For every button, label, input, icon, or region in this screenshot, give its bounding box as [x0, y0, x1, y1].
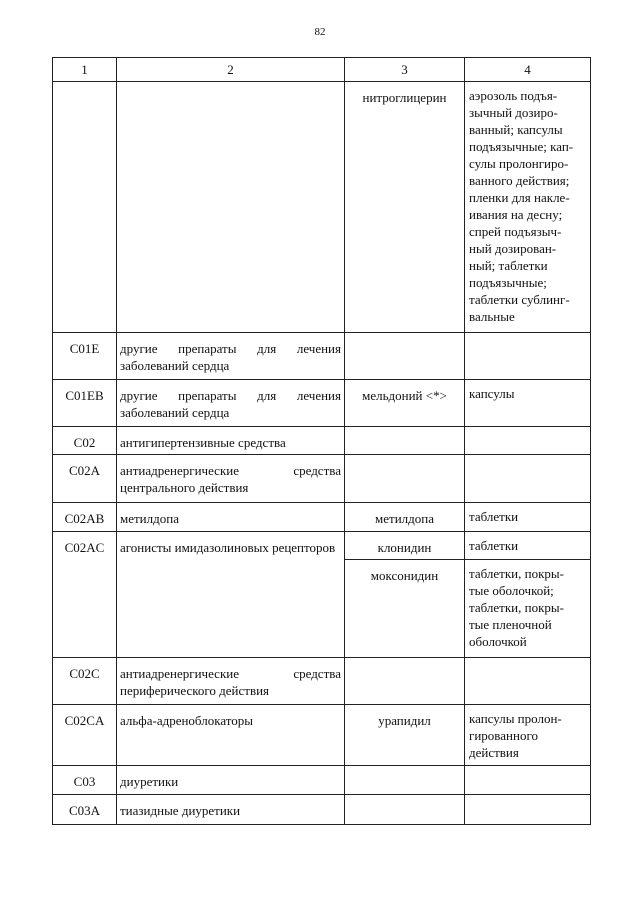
table-row: [53, 333, 591, 380]
drug-name: урапидил: [345, 705, 465, 766]
group-name: антигипертензивные средства: [117, 427, 345, 455]
dosage-form-line: гированного: [469, 728, 538, 743]
dosage-form-line: ивания на десну;: [469, 207, 563, 222]
header-col-1: 1: [53, 58, 117, 82]
dosage-form-line: таблетки, покры-: [469, 600, 564, 615]
group-name: альфа-адреноблокаторы: [117, 705, 345, 766]
header-col-4: 4: [465, 58, 591, 82]
dosage-form: [465, 705, 591, 766]
dosage-form-line: тые пленочной: [469, 617, 552, 632]
dosage-form-line: зычный дозиро-: [469, 105, 558, 120]
dosage-form: [465, 560, 591, 658]
table-row: [53, 532, 591, 560]
atc-code: C02: [53, 427, 117, 455]
dosage-form-line: аэрозоль подъя-: [469, 88, 558, 103]
atc-code: C01EB: [53, 380, 117, 427]
dosage-form-line: ванного действия;: [469, 173, 570, 188]
dosage-form: таблетки: [465, 503, 591, 532]
atc-code: C02C: [53, 658, 117, 705]
group-name: тиазидные диуретики: [117, 795, 345, 825]
dosage-form-line: таблетки, покры-: [469, 566, 564, 581]
dosage-form-line: спрей подъязыч-: [469, 224, 562, 239]
table-row: [53, 82, 591, 333]
group-name: диуретики: [117, 766, 345, 795]
drug-name: метилдопа: [345, 503, 465, 532]
atc-code: C03A: [53, 795, 117, 825]
dosage-form-line: тые оболочкой;: [469, 583, 554, 598]
page-number: 82: [314, 26, 326, 38]
dosage-form-line: ный дозирован-: [469, 241, 557, 256]
atc-code: C02AC: [53, 532, 117, 658]
atc-code: C02A: [53, 455, 117, 503]
drug-name: нитроглицерин: [345, 82, 465, 333]
dosage-form: таблетки: [465, 532, 591, 560]
header-col-3: 3: [345, 58, 465, 82]
group-name: другие препараты для лечения заболеваний сердца: [117, 333, 345, 380]
group-name: антиадренергические средства периферического действия: [117, 658, 345, 705]
table-row: [53, 795, 591, 825]
dosage-form-line: ванный; капсулы: [469, 122, 563, 137]
dosage-form-line: ный; таблетки: [469, 258, 548, 273]
dosage-form-line: оболочкой: [469, 634, 527, 649]
dosage-form-line: действия: [469, 745, 519, 760]
dosage-form-line: капсулы пролон-: [469, 711, 562, 726]
dosage-form-line: пленки для накле-: [469, 190, 570, 205]
dosage-form-line: подъязычные; кап-: [469, 139, 574, 154]
atc-code: C01E: [53, 333, 117, 380]
group-name: метилдопа: [117, 503, 345, 532]
dosage-form-line: таблетки сублинг-: [469, 292, 570, 307]
atc-code: C02AB: [53, 503, 117, 532]
drug-name: мельдоний <*>: [345, 380, 465, 427]
table-row: [53, 427, 591, 455]
drug-table: [52, 57, 591, 825]
dosage-form-line: вальные: [469, 309, 515, 324]
drug-name: моксонидин: [345, 560, 465, 658]
header-col-2: 2: [117, 58, 345, 82]
atc-code: C03: [53, 766, 117, 795]
table-row: [53, 503, 591, 532]
group-name: агонисты имидазолиновых рецепторов: [117, 532, 345, 658]
dosage-form-line: сулы пролонгиро-: [469, 156, 569, 171]
group-name: антиадренергические средства центрального действия: [117, 455, 345, 503]
table-header-row: [53, 58, 591, 82]
atc-code: C02CA: [53, 705, 117, 766]
table-row: [53, 705, 591, 766]
table-row: [53, 766, 591, 795]
dosage-form: [465, 82, 591, 333]
dosage-form-line: подъязычные;: [469, 275, 547, 290]
table-row: [53, 380, 591, 427]
table-row: [53, 455, 591, 503]
group-name: другие препараты для лечения заболеваний сердца: [117, 380, 345, 427]
table-row: [53, 658, 591, 705]
drug-name: клонидин: [345, 532, 465, 560]
dosage-form: капсулы: [465, 380, 591, 427]
